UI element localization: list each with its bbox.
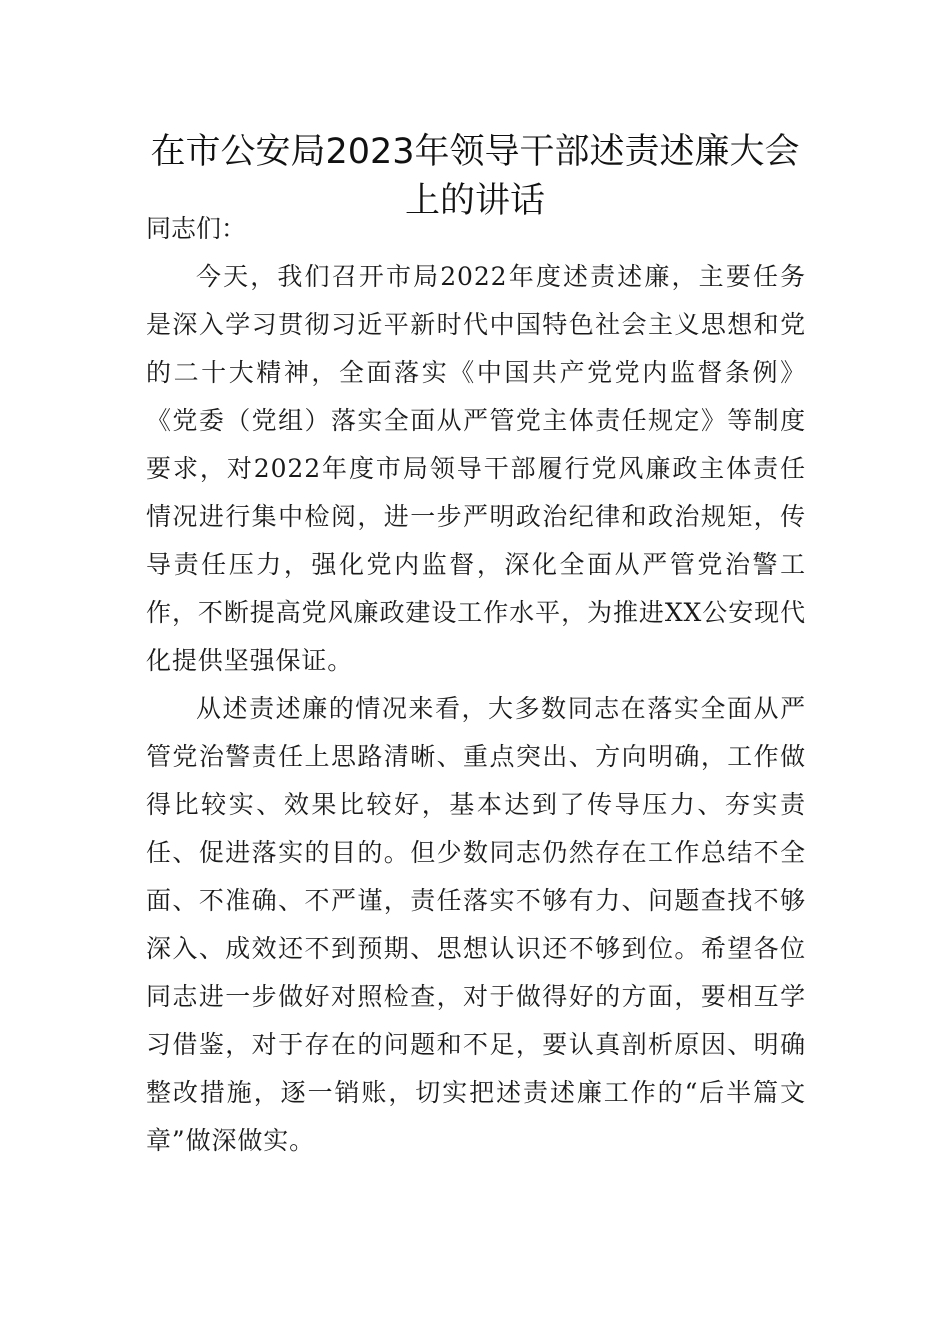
document-title: 在市公安局2023年领导干部述责述廉大会上的讲话 bbox=[150, 132, 800, 221]
document-body bbox=[146, 205, 806, 1165]
salutation: 同志们： bbox=[146, 214, 247, 243]
body-paragraph: 从述责述廉的情况来看，大多数同志在落实全面从严管党治警责任上思路清晰、重点突出、方向明确，工作做得比较实、效果比较好，基本达到了传导压力、夯实责任、促进落实的目的。但少数同志仍然存在工作总结不全面、不准确、不严谨，责任落实不够有力、问题查找不够深入、成效还不到预期、思想认识还不够到位。希望各位同志进一步做好对照检查，对于做得好的方面，要相互学习借鉴，对于存在的问题和不足，要认真剖析原因、明确整改措施，逐一销账，切实把述责述廉工作的“后半篇文章”做深做实。 bbox=[146, 694, 806, 1155]
body-paragraph: 今天，我们召开市局2022年度述责述廉，主要任务是深入学习贯彻习近平新时代中国特色社会主义思想和党的二十大精神，全面落实《中国共产党党内监督条例》《党委（党组）落实全面从严管党主体责任规定》等制度要求，对2022年度市局领导干部履行党风廉政主体责任情况进行集中检阅，进一步严明政治纪律和政治规矩，传导责任压力，强化党内监督，深化全面从严管党治警工作，不断提高党风廉政建设工作水平，为推进XX公安现代化提供坚强保证。 bbox=[146, 262, 806, 675]
